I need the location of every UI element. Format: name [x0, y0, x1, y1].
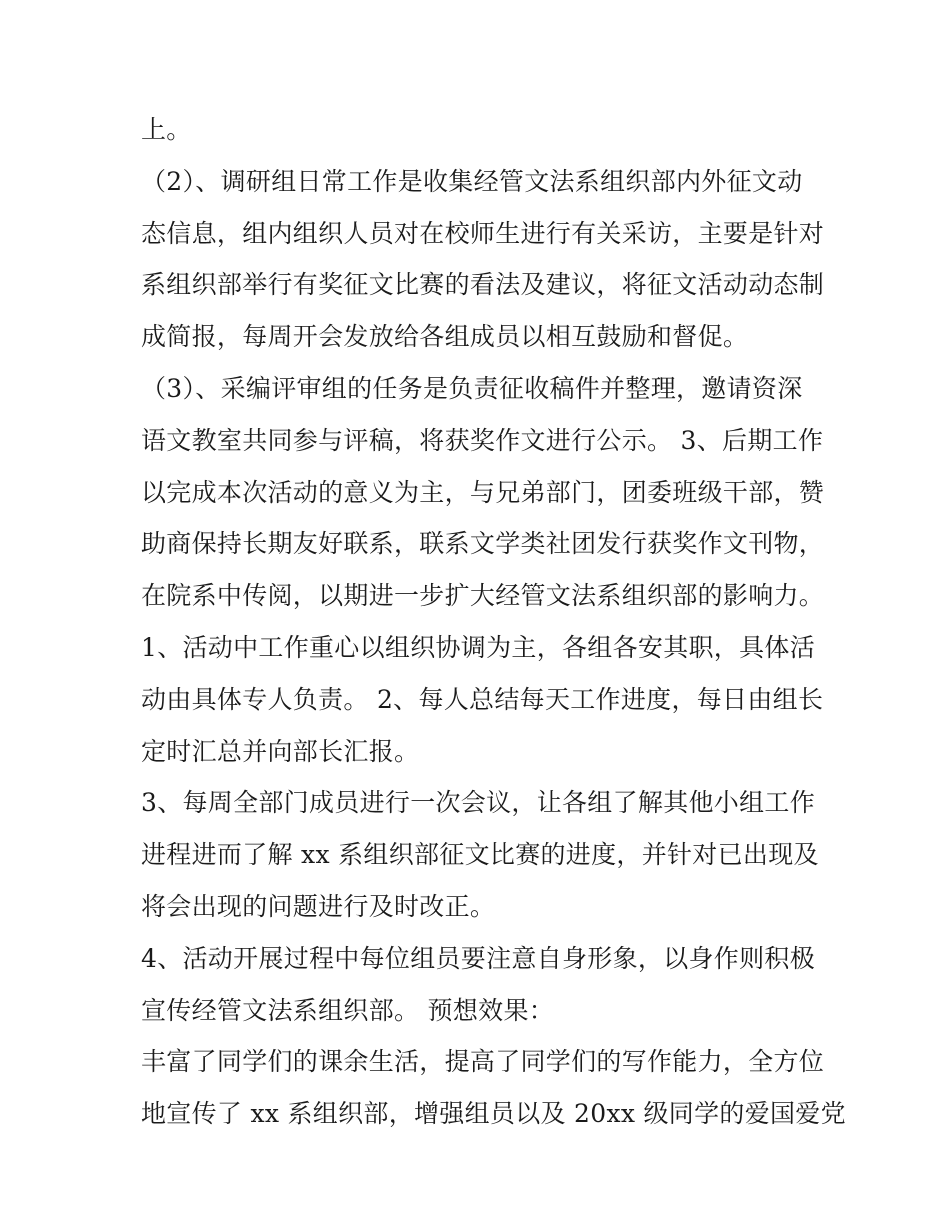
text-line: 以完成本次活动的意义为主，与兄弟部门，团委班级干部，赞	[141, 477, 825, 507]
text-line: （3）、采编评审组的任务是负责征收稿件并整理，邀请资深	[141, 373, 803, 403]
text-line: 宣传经管文法系组织部。 预想效果：	[141, 995, 555, 1025]
text-line: 将会出现的问题进行及时改正。	[141, 891, 496, 921]
text-line: （2）、调研组日常工作是收集经管文法系组织部内外征文动	[141, 166, 803, 196]
text-line: 上。	[141, 115, 192, 144]
text-line: 丰富了同学们的课余生活，提高了同学们的写作能力，全方位	[141, 1047, 825, 1077]
text-line: 地宣传了 xx 系组织部，增强组员以及 20xx 级同学的爱国爱党	[141, 1099, 846, 1129]
text-line: 态信息，组内组织人员对在校师生进行有关采访，主要是针对	[141, 218, 825, 248]
text-line: 1、活动中工作重心以组织协调为主，各组各安其职，具体活	[141, 632, 816, 662]
text-line: 语文教室共同参与评稿，将获奖作文进行公示。 3、后期工作	[141, 425, 824, 455]
text-line: 系组织部举行有奖征文比赛的看法及建议，将征文活动动态制	[141, 270, 825, 300]
text-line: 3、每周全部门成员进行一次会议，让各组了解其他小组工作	[141, 788, 816, 818]
text-line: 成简报，每周开会发放给各组成员以相互鼓励和督促。	[141, 322, 749, 352]
text-line: 助商保持长期友好联系，联系文学类社团发行获奖作文刊物，	[141, 529, 825, 559]
document-body	[141, 104, 846, 1140]
text-line: 4、活动开展过程中每位组员要注意自身形象，以身作则积极	[141, 943, 816, 973]
text-line: 定时汇总并向部长汇报。	[141, 736, 420, 766]
text-line: 动由具体专人负责。 2、每人总结每天工作进度，每日由组长	[141, 684, 824, 714]
text-line: 进程进而了解 xx 系组织部征文比赛的进度，并针对已出现及	[141, 840, 819, 870]
text-line: 在院系中传阅，以期进一步扩大经管文法系组织部的影响力。	[141, 581, 825, 611]
